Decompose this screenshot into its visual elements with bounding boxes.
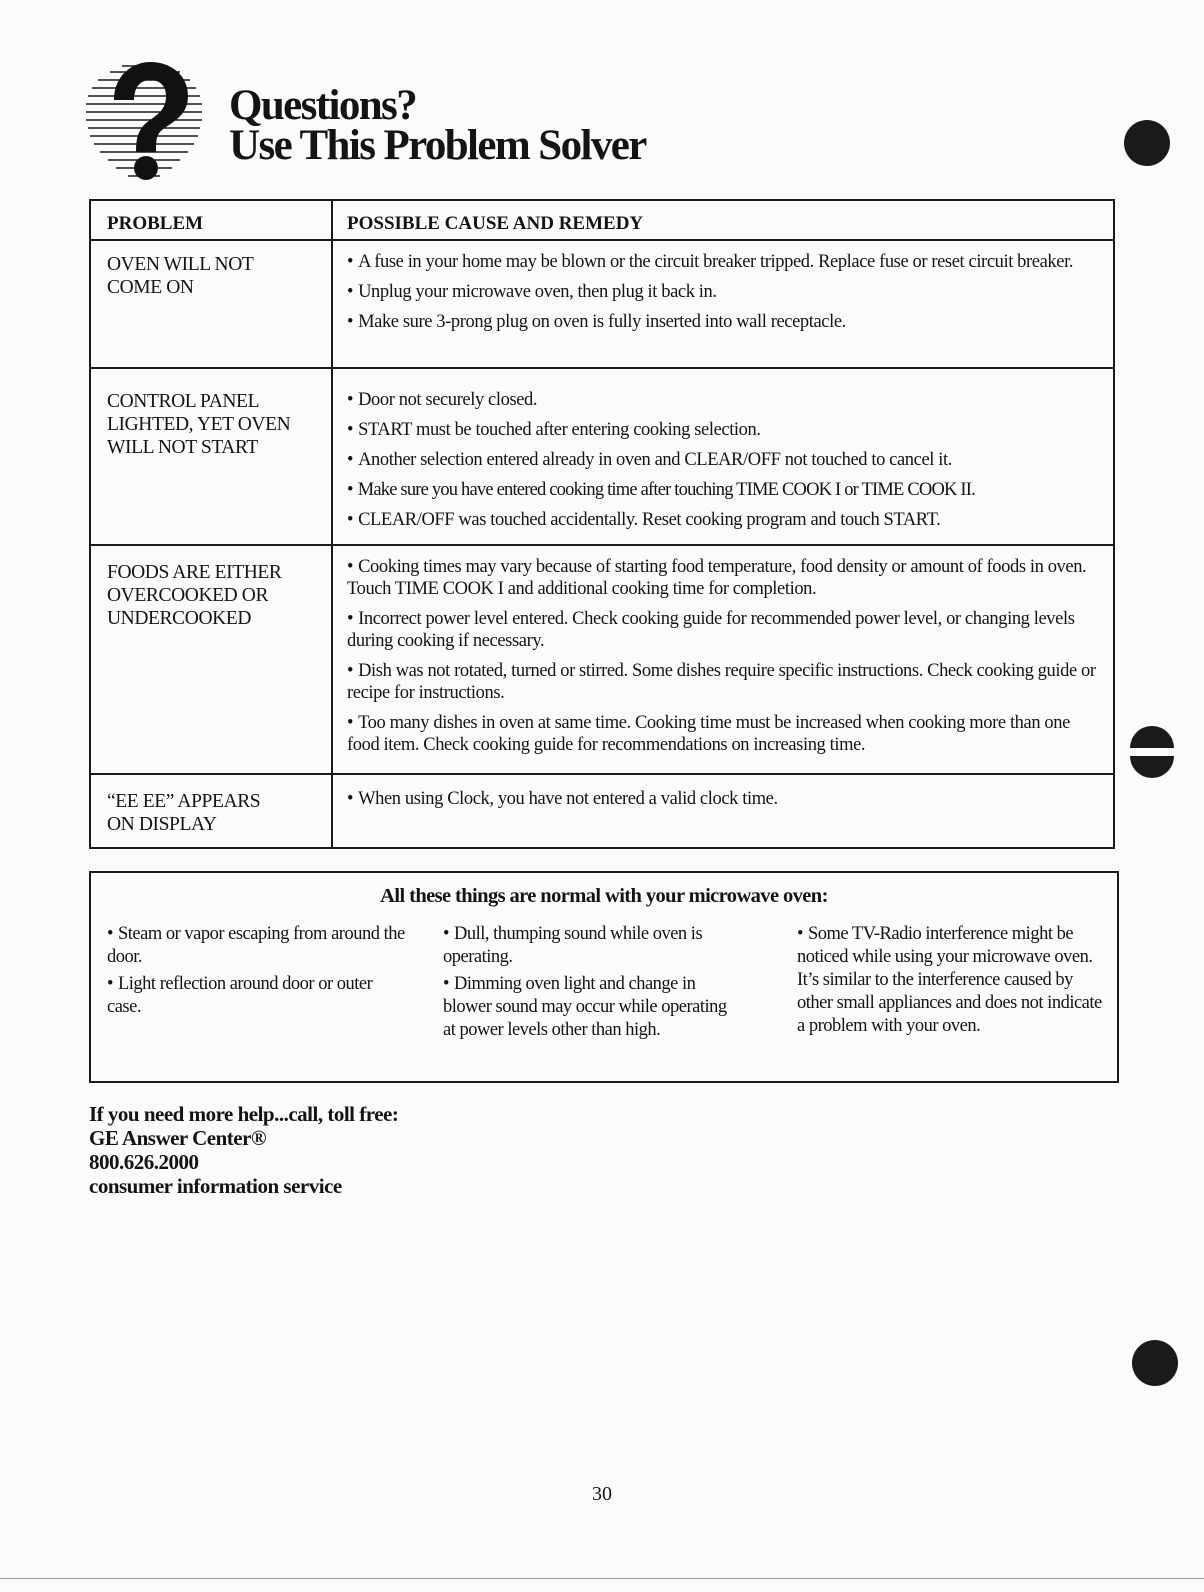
row-divider <box>91 773 1113 775</box>
normal-item: • Light reflection around door or outer case. <box>107 973 407 1019</box>
normal-column-2 <box>443 923 743 1046</box>
remedy-item: • A fuse in your home may be blown or the circuit breaker tripped. Replace fuse or reset circuit breaker. <box>347 251 1099 273</box>
normal-conditions-box <box>89 871 1119 1083</box>
remedy-item: • Too many dishes in oven at same time. Cooking time must be increased when cooking more than one food item. Check cooking guide for recommendations on increasing time. <box>347 712 1099 756</box>
remedy-item: • Incorrect power level entered. Check cooking guide for recommended power level, or changing levels during cooking if necessary. <box>347 608 1099 652</box>
help-service-line: consumer information service <box>89 1174 342 1198</box>
remedy-list <box>347 251 1099 341</box>
normal-item: • Dimming oven light and change in blower sound may occur while operating at power levels other than high. <box>443 973 743 1042</box>
column-divider <box>331 201 333 847</box>
remedy-list <box>347 389 1099 539</box>
remedy-item: • Unplug your microwave oven, then plug it back in. <box>347 281 1099 303</box>
column-header-problem: PROBLEM <box>107 213 204 234</box>
normal-conditions-title: All these things are normal with your microwave oven: <box>380 885 828 907</box>
title-line-2: Use This Problem Solver <box>229 122 646 169</box>
remedy-item: • Make sure 3-prong plug on oven is fully inserted into wall receptacle. <box>347 311 1099 333</box>
row-divider <box>91 544 1113 546</box>
normal-item: • Some TV-Radio interference might be noticed while using your microwave oven. It’s similar to the interference caused by other small appliances and does not indicate a problem with your oven. <box>797 923 1102 1038</box>
binder-hole-icon <box>1132 1340 1178 1386</box>
remedy-item: • Cooking times may vary because of starting food temperature, food density or amount of foods in oven. Touch TIME COOK I and additional cooking time for completion. <box>347 556 1099 600</box>
help-line: If you need more help...call, toll free: <box>89 1102 399 1126</box>
help-contact <box>89 1102 398 1198</box>
answer-center-name: GE Answer Center® <box>89 1126 267 1150</box>
remedy-item: • CLEAR/OFF was touched accidentally. Reset cooking program and touch START. <box>347 509 1099 531</box>
remedy-list <box>347 788 1099 818</box>
normal-item: • Steam or vapor escaping from around the door. <box>107 923 407 969</box>
remedy-item: • Dish was not rotated, turned or stirred. Some dishes require specific instructions. Check cooking guide or recipe for instructions. <box>347 660 1099 704</box>
problem-label: OVEN WILL NOT COME ON <box>107 254 254 298</box>
page-number: 30 <box>592 1483 612 1505</box>
header-divider <box>91 239 1113 241</box>
remedy-item: • Make sure you have entered cooking time after touching TIME COOK I or TIME COOK II. <box>347 479 1099 501</box>
problem-solver-table <box>89 199 1115 849</box>
remedy-item: • Another selection entered already in oven and CLEAR/OFF not touched to cancel it. <box>347 449 1099 471</box>
remedy-item: • When using Clock, you have not entered a valid clock time. <box>347 788 1099 810</box>
remedy-item: • Door not securely closed. <box>347 389 1099 411</box>
normal-column-1 <box>107 923 407 1023</box>
normal-item: • Dull, thumping sound while oven is operating. <box>443 923 743 969</box>
problem-label: CONTROL PANEL LIGHTED, YET OVEN WILL NOT START <box>107 391 291 458</box>
title-line-1: Questions? <box>229 82 417 129</box>
binder-hole-split-icon <box>1126 726 1178 778</box>
normal-column-3 <box>797 923 1102 1042</box>
problem-label: “EE EE” APPEARS ON DISPLAY <box>107 791 261 835</box>
phone-number: 800.626.2000 <box>89 1150 199 1174</box>
remedy-item: • START must be touched after entering cooking selection. <box>347 419 1099 441</box>
column-header-cause: POSSIBLE CAUSE AND REMEDY <box>347 213 644 234</box>
row-divider <box>91 367 1113 369</box>
binder-hole-icon <box>1124 120 1170 166</box>
remedy-list <box>347 556 1099 764</box>
question-mark-icon <box>84 60 204 184</box>
bottom-rule <box>0 1578 1204 1579</box>
problem-label: FOODS ARE EITHER OVERCOOKED OR UNDERCOOKED <box>107 562 282 629</box>
